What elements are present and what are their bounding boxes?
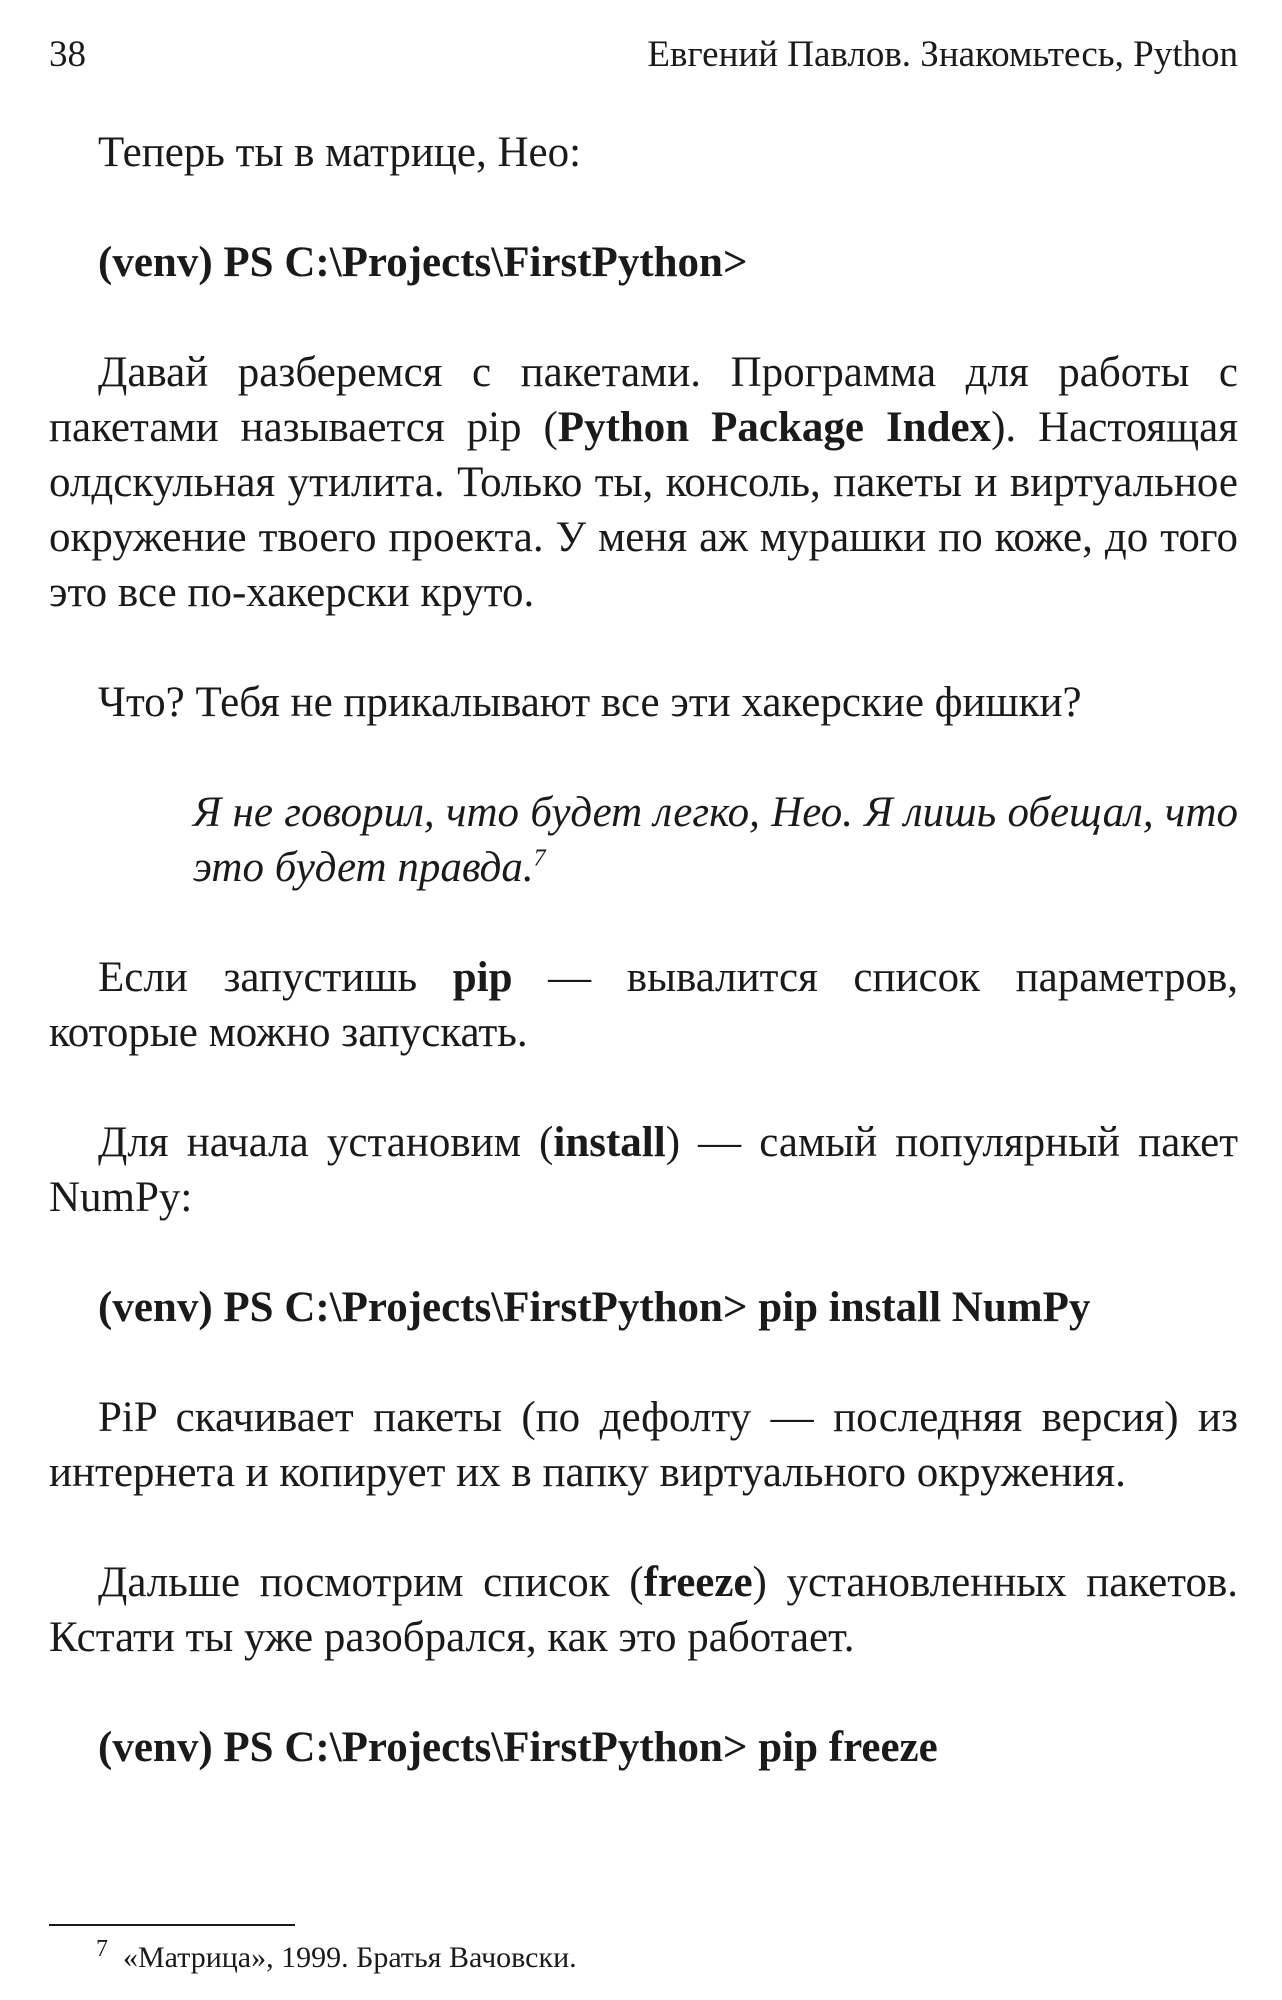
footnote bbox=[96, 1938, 577, 1978]
footnote-text: «Матрица», 1999. Братья Вачовски. bbox=[123, 1941, 577, 1974]
page-header bbox=[49, 30, 1238, 80]
quote-block: Я не говорил, что будет легко, Нео. Я лишь обещал, что это будет правда.$^7$ bbox=[193, 789, 1238, 891]
paragraph-freeze: Дальше посмотрим список (freeze) установленных пакетов. Кстати ты уже разобрался, как это работает. bbox=[49, 1559, 1238, 1661]
page-number: 38 bbox=[49, 34, 86, 75]
paragraph-intro: Теперь ты в матрице, Нео: bbox=[98, 129, 582, 176]
bold-term: pip bbox=[452, 954, 513, 1001]
bold-term: Python Package Index bbox=[557, 404, 992, 451]
paragraph-pip-download: PiP скачивает пакеты (по дефолту — последняя версия) из интернета и копирует их в папку виртуального окружения. bbox=[49, 1394, 1238, 1496]
paragraph-run-pip: Если запустишь pip — вывалится список параметров, которые можно запускать. bbox=[49, 954, 1238, 1056]
footnote-reference: 7 bbox=[533, 845, 546, 872]
running-head: Евгений Павлов. Знакомьтесь, Python bbox=[647, 34, 1238, 75]
command-line-prompt: (venv) PS C:\Projects\FirstPython> bbox=[98, 239, 748, 286]
footnote-marker: 7 bbox=[96, 1936, 108, 1962]
footnote-divider bbox=[49, 1924, 295, 1926]
paragraph-install: Для начала установим (install) — самый популярный пакет NumPy: bbox=[49, 1119, 1238, 1221]
command-pip-install: (venv) PS C:\Projects\FirstPython> pip install NumPy bbox=[98, 1284, 1091, 1331]
bold-term: freeze bbox=[643, 1559, 753, 1606]
page-body bbox=[49, 125, 1238, 1830]
paragraph-question: Что? Тебя не прикалывают все эти хакерские фишки? bbox=[98, 679, 1082, 726]
bold-term: install bbox=[553, 1119, 666, 1166]
command-pip-freeze: (venv) PS C:\Projects\FirstPython> pip freeze bbox=[98, 1724, 938, 1771]
paragraph-pip: Давай разберемся с пакетами. Программа для работы с пакетами называется pip (Python Package Index). Настоящая олдскульная утилита. Только ты, консоль, пакеты и виртуальное окружение твоего проекта. У меня аж мурашки по коже, до того это все по-хакерски круто. bbox=[49, 349, 1239, 616]
